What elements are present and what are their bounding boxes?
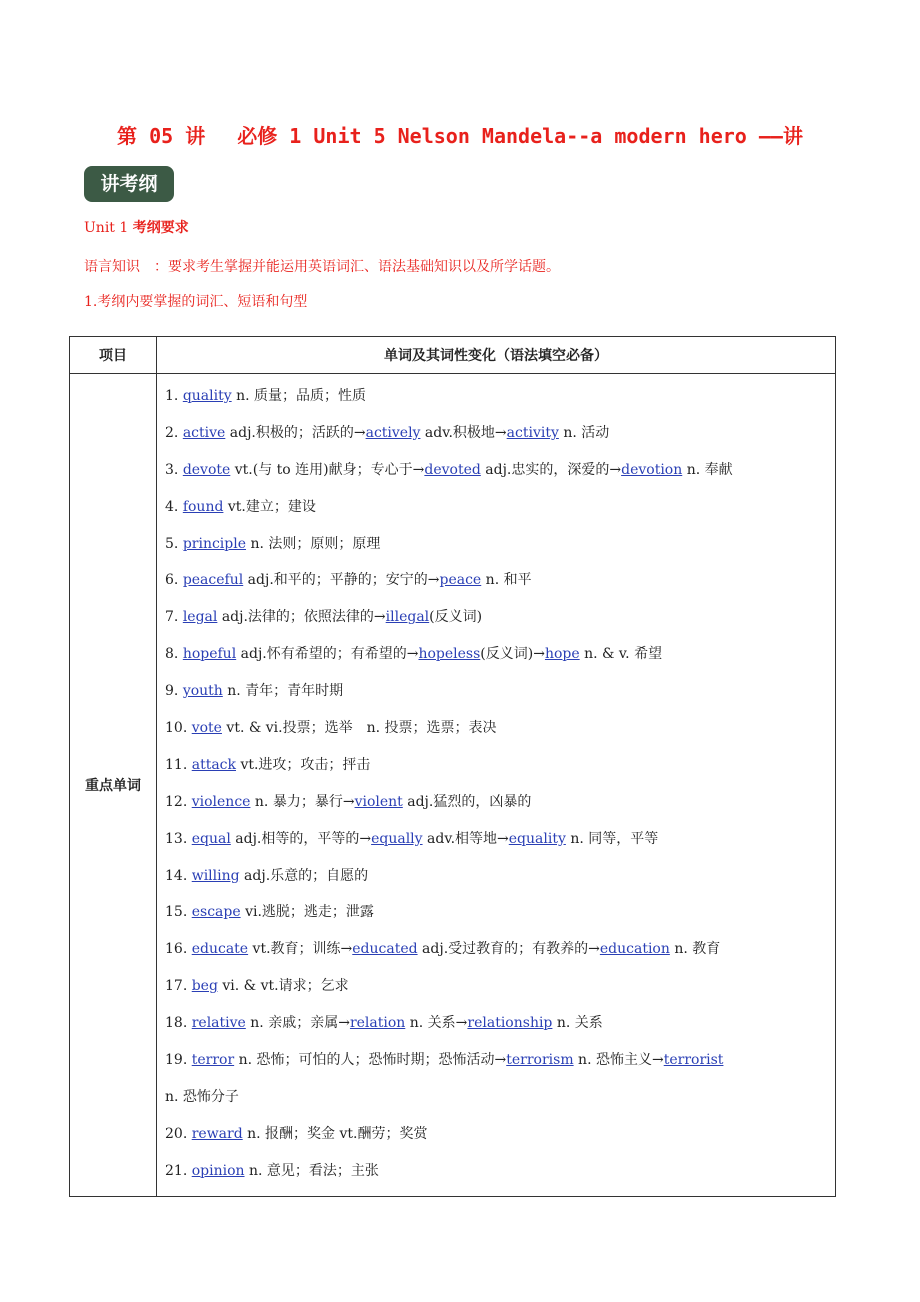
item-number: 16.	[165, 941, 192, 958]
definition-text: n. 意见；看法；主张	[244, 1162, 379, 1179]
item-number: 1.	[165, 388, 183, 404]
definition-text: n. 恐怖；可怕的人；恐怖时期；恐怖活动→	[234, 1052, 507, 1069]
item-number: 6.	[165, 572, 183, 589]
vocab-word: hopeless	[418, 646, 481, 663]
header-words: 单词及其词性变化（语法填空必备）	[157, 337, 836, 374]
item-number: 19.	[165, 1052, 192, 1069]
definition-text: (反义词)→	[480, 646, 545, 663]
vocab-word: active	[182, 424, 226, 441]
item-number: 21.	[165, 1162, 192, 1179]
word-line	[165, 415, 835, 452]
vocab-word: devotion	[621, 461, 683, 478]
definition-text: adj.忠实的，深爱的→	[480, 461, 622, 478]
vocab-word: reward	[191, 1125, 243, 1142]
vocab-word: willing	[191, 867, 240, 884]
word-line	[165, 489, 835, 526]
word-line	[165, 894, 835, 931]
vocab-word: peaceful	[182, 572, 244, 589]
definition-text: adj.和平的；平静的；安宁的→	[243, 572, 440, 589]
table-row	[70, 374, 836, 1197]
item-number: 13.	[165, 830, 192, 847]
definition-text: adv.积极地→	[420, 424, 507, 441]
item-number: 3.	[165, 461, 183, 478]
item-number: 12.	[165, 793, 192, 810]
vocab-word: equal	[191, 830, 231, 847]
vocab-word: youth	[182, 683, 223, 700]
row-label: 重点单词	[70, 374, 157, 1197]
word-line	[165, 784, 835, 821]
word-line	[165, 673, 835, 710]
vocab-word: activity	[506, 424, 559, 441]
vocab-word: legal	[182, 609, 218, 626]
word-line	[165, 1079, 835, 1116]
header-item: 项目	[70, 337, 157, 374]
vocab-word: escape	[191, 904, 241, 921]
vocab-word: equality	[508, 830, 566, 847]
word-list	[165, 378, 835, 1190]
unit-prefix: Unit 1	[84, 220, 133, 236]
vocab-word: hope	[544, 646, 580, 663]
word-line	[165, 378, 835, 415]
item-number: 15.	[165, 904, 192, 921]
word-line	[165, 526, 835, 563]
table-header-row	[70, 337, 836, 374]
definition-text: n. 和平	[481, 572, 532, 589]
definition-text: n. 关系	[552, 1015, 603, 1032]
word-line	[165, 931, 835, 968]
vocab-word: attack	[191, 756, 236, 773]
definition-text: adj.相等的，平等的→	[230, 830, 372, 847]
word-line	[165, 599, 835, 636]
item-number: 17.	[165, 978, 192, 995]
section-badge: 讲考纲	[84, 166, 174, 202]
page-title: 第 05 讲 必修 1 Unit 5 Nelson Mandela--a modern hero ——讲	[117, 124, 803, 148]
definition-text: n. 关系→	[405, 1015, 468, 1032]
vocab-word: beg	[191, 978, 218, 995]
definition-text: adj.受过教育的；有教养的→	[417, 941, 600, 958]
item-number: 20.	[165, 1125, 192, 1142]
definition-text: n. 青年；青年时期	[222, 683, 344, 700]
vocab-word: equally	[371, 830, 423, 847]
item-number: 7.	[165, 609, 183, 626]
item-number: 2.	[165, 424, 183, 441]
item-number: 9.	[165, 683, 183, 700]
definition-text: n. 法则；原则；原理	[246, 535, 381, 552]
word-line	[165, 1005, 835, 1042]
vocab-word: quality	[182, 388, 232, 404]
definition-text: vt.(与 to 连用)献身；专心于→	[230, 461, 425, 478]
vocab-word: principle	[182, 535, 247, 552]
word-line	[165, 858, 835, 895]
vocab-word: relative	[191, 1015, 246, 1032]
item-number: 14.	[165, 867, 192, 884]
definition-text: n. & v. 希望	[579, 646, 663, 663]
vocab-word: education	[599, 941, 670, 958]
definition-text: adj.乐意的；自愿的	[239, 867, 369, 884]
vocab-word: peace	[439, 572, 482, 589]
definition-text: adj.法律的；依照法律的→	[217, 609, 386, 626]
vocab-word: devote	[182, 461, 231, 478]
word-line	[165, 1042, 835, 1079]
definition-text: n. 质量；品质；性质	[231, 388, 367, 404]
vocab-word: terrorist	[663, 1052, 724, 1069]
vocab-word: relationship	[467, 1015, 553, 1032]
definition-text: n. 亲戚；亲属→	[245, 1015, 350, 1032]
vocab-table	[69, 336, 836, 1197]
definition-text: n. 活动	[558, 424, 610, 441]
vocab-word: terror	[191, 1052, 235, 1069]
definition-text: (反义词)	[429, 609, 483, 626]
vocab-word: educate	[191, 941, 249, 958]
word-line	[165, 1116, 835, 1153]
vocab-word: illegal	[385, 609, 430, 626]
item-number: 5.	[165, 535, 183, 552]
item-number: 8.	[165, 646, 183, 663]
definition-text: n. 暴力；暴行→	[250, 793, 355, 810]
definition-text: n. 教育	[669, 941, 721, 958]
unit-heading	[84, 217, 189, 237]
word-line	[165, 452, 835, 489]
vocab-word: violence	[191, 793, 251, 810]
definition-text: adj.猛烈的，凶暴的	[402, 793, 532, 810]
item-number: 11.	[165, 756, 192, 773]
definition-text: adj.积极的；活跃的→	[225, 424, 366, 441]
vocab-word: terrorism	[506, 1052, 574, 1069]
word-line	[165, 821, 835, 858]
definition-text: n. 同等，平等	[565, 830, 659, 847]
definition-text: n. 报酬；奖金 vt.酬劳；奖赏	[242, 1125, 428, 1142]
vocab-word: devoted	[424, 461, 481, 478]
vocab-word: educated	[352, 941, 418, 958]
vocab-word: found	[182, 498, 224, 515]
word-line	[165, 1153, 835, 1190]
subsection-heading: 1.考纲内要掌握的词汇、短语和句型	[84, 294, 308, 310]
vocab-word: opinion	[191, 1162, 245, 1179]
definition-text: vi.逃脱；逃走；泄露	[240, 904, 374, 921]
item-number: 10.	[165, 720, 192, 737]
definition-text: vi. & vt.请求；乞求	[217, 978, 349, 995]
vocab-word: hopeful	[182, 646, 237, 663]
definition-text: n. 奉献	[682, 461, 733, 478]
definition-text: adj.怀有希望的；有希望的→	[236, 646, 419, 663]
vocab-word: violent	[354, 793, 403, 810]
word-line	[165, 636, 835, 673]
word-line	[165, 968, 835, 1005]
vocab-word: actively	[365, 424, 421, 441]
definition-text: adv.相等地→	[422, 830, 509, 847]
item-number: 4.	[165, 498, 183, 515]
words-cell	[157, 374, 836, 1197]
unit-heading-text: 考纲要求	[132, 220, 189, 236]
definition-text: vt.建立；建设	[223, 498, 316, 515]
definition-text: vt. & vi.投票；选举 n. 投票；选票；表决	[221, 720, 497, 737]
item-number: 18.	[165, 1015, 192, 1032]
definition-text: n. 恐怖分子	[165, 1088, 239, 1105]
definition-text: vt.教育；训练→	[248, 941, 353, 958]
vocab-word: relation	[349, 1015, 406, 1032]
vocab-word: vote	[191, 720, 222, 737]
word-line	[165, 562, 835, 599]
definition-text: n. 恐怖主义→	[573, 1052, 664, 1069]
word-line	[165, 710, 835, 747]
word-line	[165, 747, 835, 784]
knowledge-line: 语言知识 ：要求考生掌握并能运用英语词汇、语法基础知识以及所学话题。	[84, 259, 560, 275]
definition-text: vt.进攻；攻击；抨击	[236, 756, 371, 773]
